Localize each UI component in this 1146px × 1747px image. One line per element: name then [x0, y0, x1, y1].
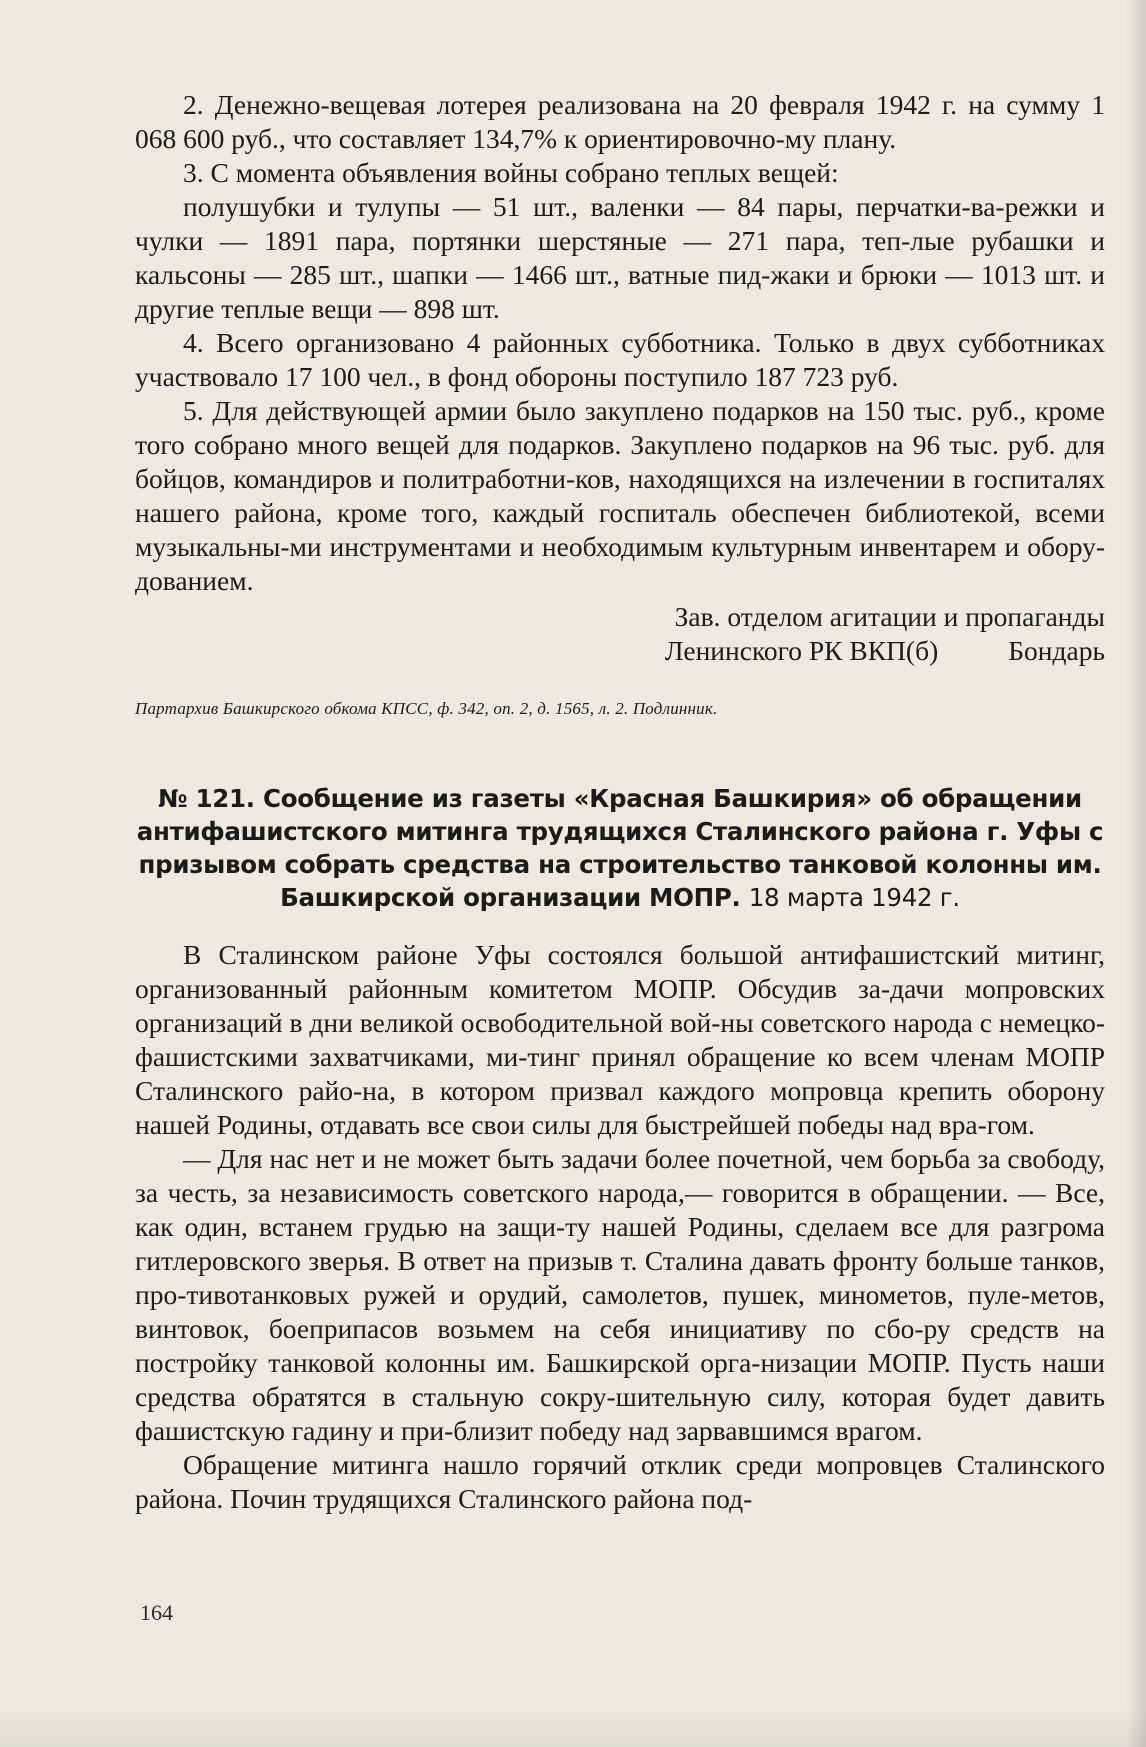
signature-line [135, 634, 1105, 668]
signature-name: Бондарь [1008, 635, 1105, 666]
body-paragraph: — Для нас нет и не может быть задачи более почетной, чем борьба за свободу, за честь, за независимость советского народа,— говорится в обращении. — Все, как один, встанем грудью на защи-ту нашей Родины, сделаем все для разгрома гитлеровского зверья. В ответ на призыв т. Сталина давать фронту больше танков, про-тивотанковых ружей и орудий, самолетов, пушек, минометов, пуле-метов, винтовок, боеприпасов возьмем на себя инициативу по сбо-ру средств на постройку танковой колонны им. Башкирской орга-низации МОПР. Пусть наши средства обратятся в стальную сокру-шительную силу, которая будет давить фашистскую гадину и при-близит победу над зарвавшимся врагом. [135, 1143, 1105, 1446]
list-item: 5. Для действующей армии было закуплено подарков на 150 тыс. руб., кроме того собрано много вещей для подарков. Закуплено подарков на 96 тыс. руб. для бойцов, командиров и политработни-ков, находящихся на излечении в госпиталях нашего района, кроме того, каждый госпиталь обеспечен библиотекой, всеми музыкальны-ми инструментами и необходимым культурным инвентарем и обору-дованием. [135, 395, 1105, 596]
document-date: 18 марта 1942 г. [748, 883, 960, 912]
list-item: 2. Денежно-вещевая лотерея реализована на 20 февраля 1942 г. на сумму 1 068 600 руб., что составляет 134,7% к ориентировочно-му плану. [135, 89, 1105, 154]
body-paragraph: Обращение митинга нашло горячий отклик среди мопровцев Сталинского района. Почин трудящихся Сталинского района под- [135, 1449, 1105, 1514]
page-bottom-shade [0, 1707, 1146, 1747]
document-title-text: № 121. Сообщение из газеты «Красная Башкирия» об обращении антифашистского митинга трудящихся Сталинского района г. Уфы с призывом собрать средства на строительство танковой колонны им. Башкирской организации МОПР. [136, 784, 1104, 912]
document-title [135, 782, 1105, 914]
document-body [135, 938, 1105, 1516]
top-section [135, 88, 1105, 598]
body-paragraph: В Сталинском районе Уфы состоялся большой антифашистский митинг, организованный районным комитетом МОПР. Обсудив за-дачи мопровских организаций в дни великой освободительной вой-ны советского народа с немецко-фашистскими захватчиками, ми-тинг принял обращение ко всем членам МОПР Сталинского райо-на, в котором призвал каждого мопровца крепить оборону нашей Родины, отдавать все свои силы для быстрейшей победы над вра-гом. [135, 939, 1105, 1140]
page-number: 164 [140, 1600, 173, 1625]
signature-organization: Ленинского РК ВКП(б) [664, 635, 939, 666]
signature-block [135, 600, 1105, 668]
list-item: полушубки и тулупы — 51 шт., валенки — 84 пары, перчатки-ва-режки и чулки — 1891 пара, портянки шерстяные — 271 пара, теп-лые рубашки и кальсоны — 285 шт., шапки — 1466 шт., ватные пид-жаки и брюки — 1013 шт. и другие теплые вещи — 898 шт. [135, 191, 1105, 324]
page-content [135, 88, 1105, 1516]
archive-source-note: Партархив Башкирского обкома КПСС, ф. 342, оп. 2, д. 1565, л. 2. Подлинник. [135, 699, 718, 718]
signature-position: Зав. отделом агитации и пропаганды [674, 601, 1105, 632]
list-item: 3. С момента объявления войны собрано теплых вещей: [183, 157, 839, 188]
page-edge-shadow [1126, 0, 1146, 1747]
list-item: 4. Всего организовано 4 районных субботника. Только в двух субботниках участвовало 17 100 чел., в фонд обороны поступило 187 723 руб. [135, 327, 1105, 392]
